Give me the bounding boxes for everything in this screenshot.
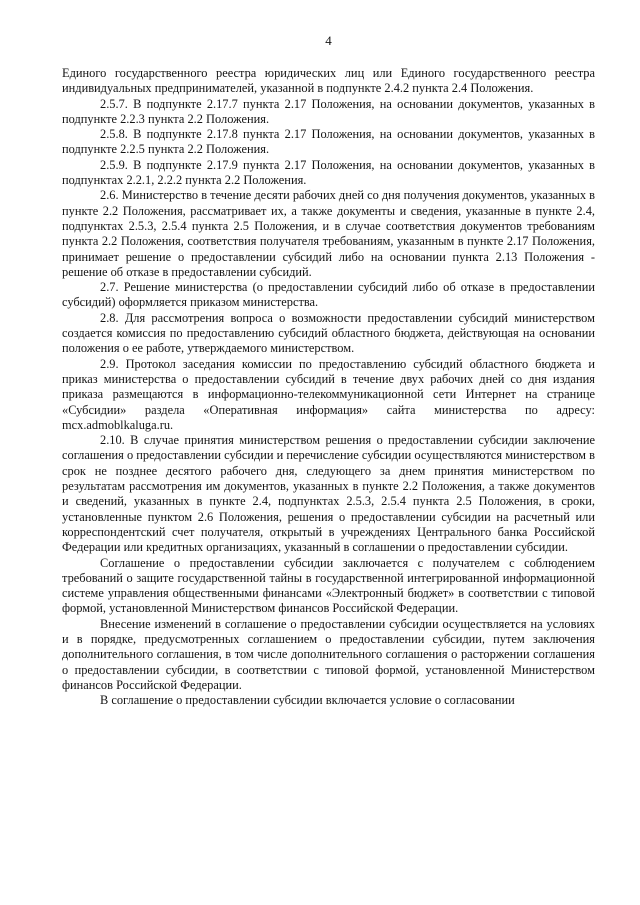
paragraph-2-8: 2.8. Для рассмотрения вопроса о возможности предоставлении субсидий министерством создается комиссия по предоставлению субсидий областного бюджета, действующая на основании положения о ее работе, утверждаемого министерством. <box>62 310 595 356</box>
paragraph-2-6: 2.6. Министерство в течение десяти рабочих дней со дня получения документов, указанных в пункте 2.2 Положения, рассматривает их, а также документы и сведения, указанные в пункте 2.4, подпунктах 2.5.3, 2.5.4 пункта 2.5 Положения, и в случае соответствия документов требованиям пункта 2.2 Положения, соответствия получателя требованиям, указанным в пункте 2.17 Положения, принимает решение о предоставлении субсидий либо на основании пункта 2.13 Положения - решение об отказе в предоставлении субсидий. <box>62 188 595 279</box>
page-number: 4 <box>325 33 332 48</box>
paragraph-2-9: 2.9. Протокол заседания комиссии по предоставлению субсидий областного бюджета и приказ министерства о предоставлении субсидий в течение двух рабочих дней со дня издания приказа размещаются в информационно-телекоммуникационной сети Интернет на странице «Субсидии» раздела «Оперативная информация» сайта министерства по адресу: mcx.admoblkaluga.ru. <box>62 356 595 432</box>
paragraph-2-5-9: 2.5.9. В подпункте 2.17.9 пункта 2.17 Положения, на основании документов, указанных в подпунктах 2.2.1, 2.2.2 пункта 2.2 Положения. <box>62 157 595 188</box>
paragraph-2-5-7: 2.5.7. В подпункте 2.17.7 пункта 2.17 Положения, на основании документов, указанных в подпункте 2.2.3 пункта 2.2 Положения. <box>62 96 595 126</box>
paragraph-2-10: 2.10. В случае принятия министерством решения о предоставлении субсидии заключение соглашения о предоставлении субсидии и перечисление субсидии осуществляются министерством в срок не позднее десятого рабочего дня, следующего за днем принятия министерством по результатам рассмотрения им документов, указанных в пункте 2.2 Положения, а также документов и сведений, указанных в пункте 2.4, подпунктах 2.5.3, 2.5.4 пункта 2.5 Положения, в сроки, установленные пунктом 2.6 Положения, решения о предоставлении субсидии на расчетный или корреспондентский счет получателя, открытый в учреждениях Центрального банка Российской Федерации или кредитных организациях, указанный в соглашении о предоставлении субсидии. <box>62 433 595 555</box>
paragraph-2-5-8: 2.5.8. В подпункте 2.17.8 пункта 2.17 Положения, на основании документов, указанных в подпункте 2.2.5 пункта 2.2 Положения. <box>62 127 595 157</box>
paragraph-continuation: Единого государственного реестра юридических лиц или Единого государственного реестра индивидуальных предпринимателей, указанной в подпункте 2.4.2 пункта 2.4 Положения. <box>62 66 595 96</box>
paragraph-amendments: Внесение изменений в соглашение о предоставлении субсидии осуществляется на условиях и в порядке, предусмотренных соглашением о предоставлении субсидии, путем заключения дополнительного соглашения, в том числе дополнительного соглашения о расторжении соглашения о предоставлении субсидии, в соответствии с типовой формой, установленной Министерством финансов Российской Федерации. <box>62 616 595 692</box>
paragraph-2-7: 2.7. Решение министерства (о предоставлении субсидий либо об отказе в предоставлении субсидий) оформляется приказом министерства. <box>62 280 595 310</box>
document-body <box>62 66 595 708</box>
paragraph-agreement: Соглашение о предоставлении субсидии заключается с получателем с соблюдением требований о защите государственной тайны в государственной интегрированной информационной системе управления общественными финансами «Электронный бюджет» в соответствии с типовой формой, установленной Министерством финансов Российской Федерации. <box>62 555 595 616</box>
paragraph-agreement-condition: В соглашение о предоставлении субсидии включается условие о согласовании <box>100 693 515 708</box>
